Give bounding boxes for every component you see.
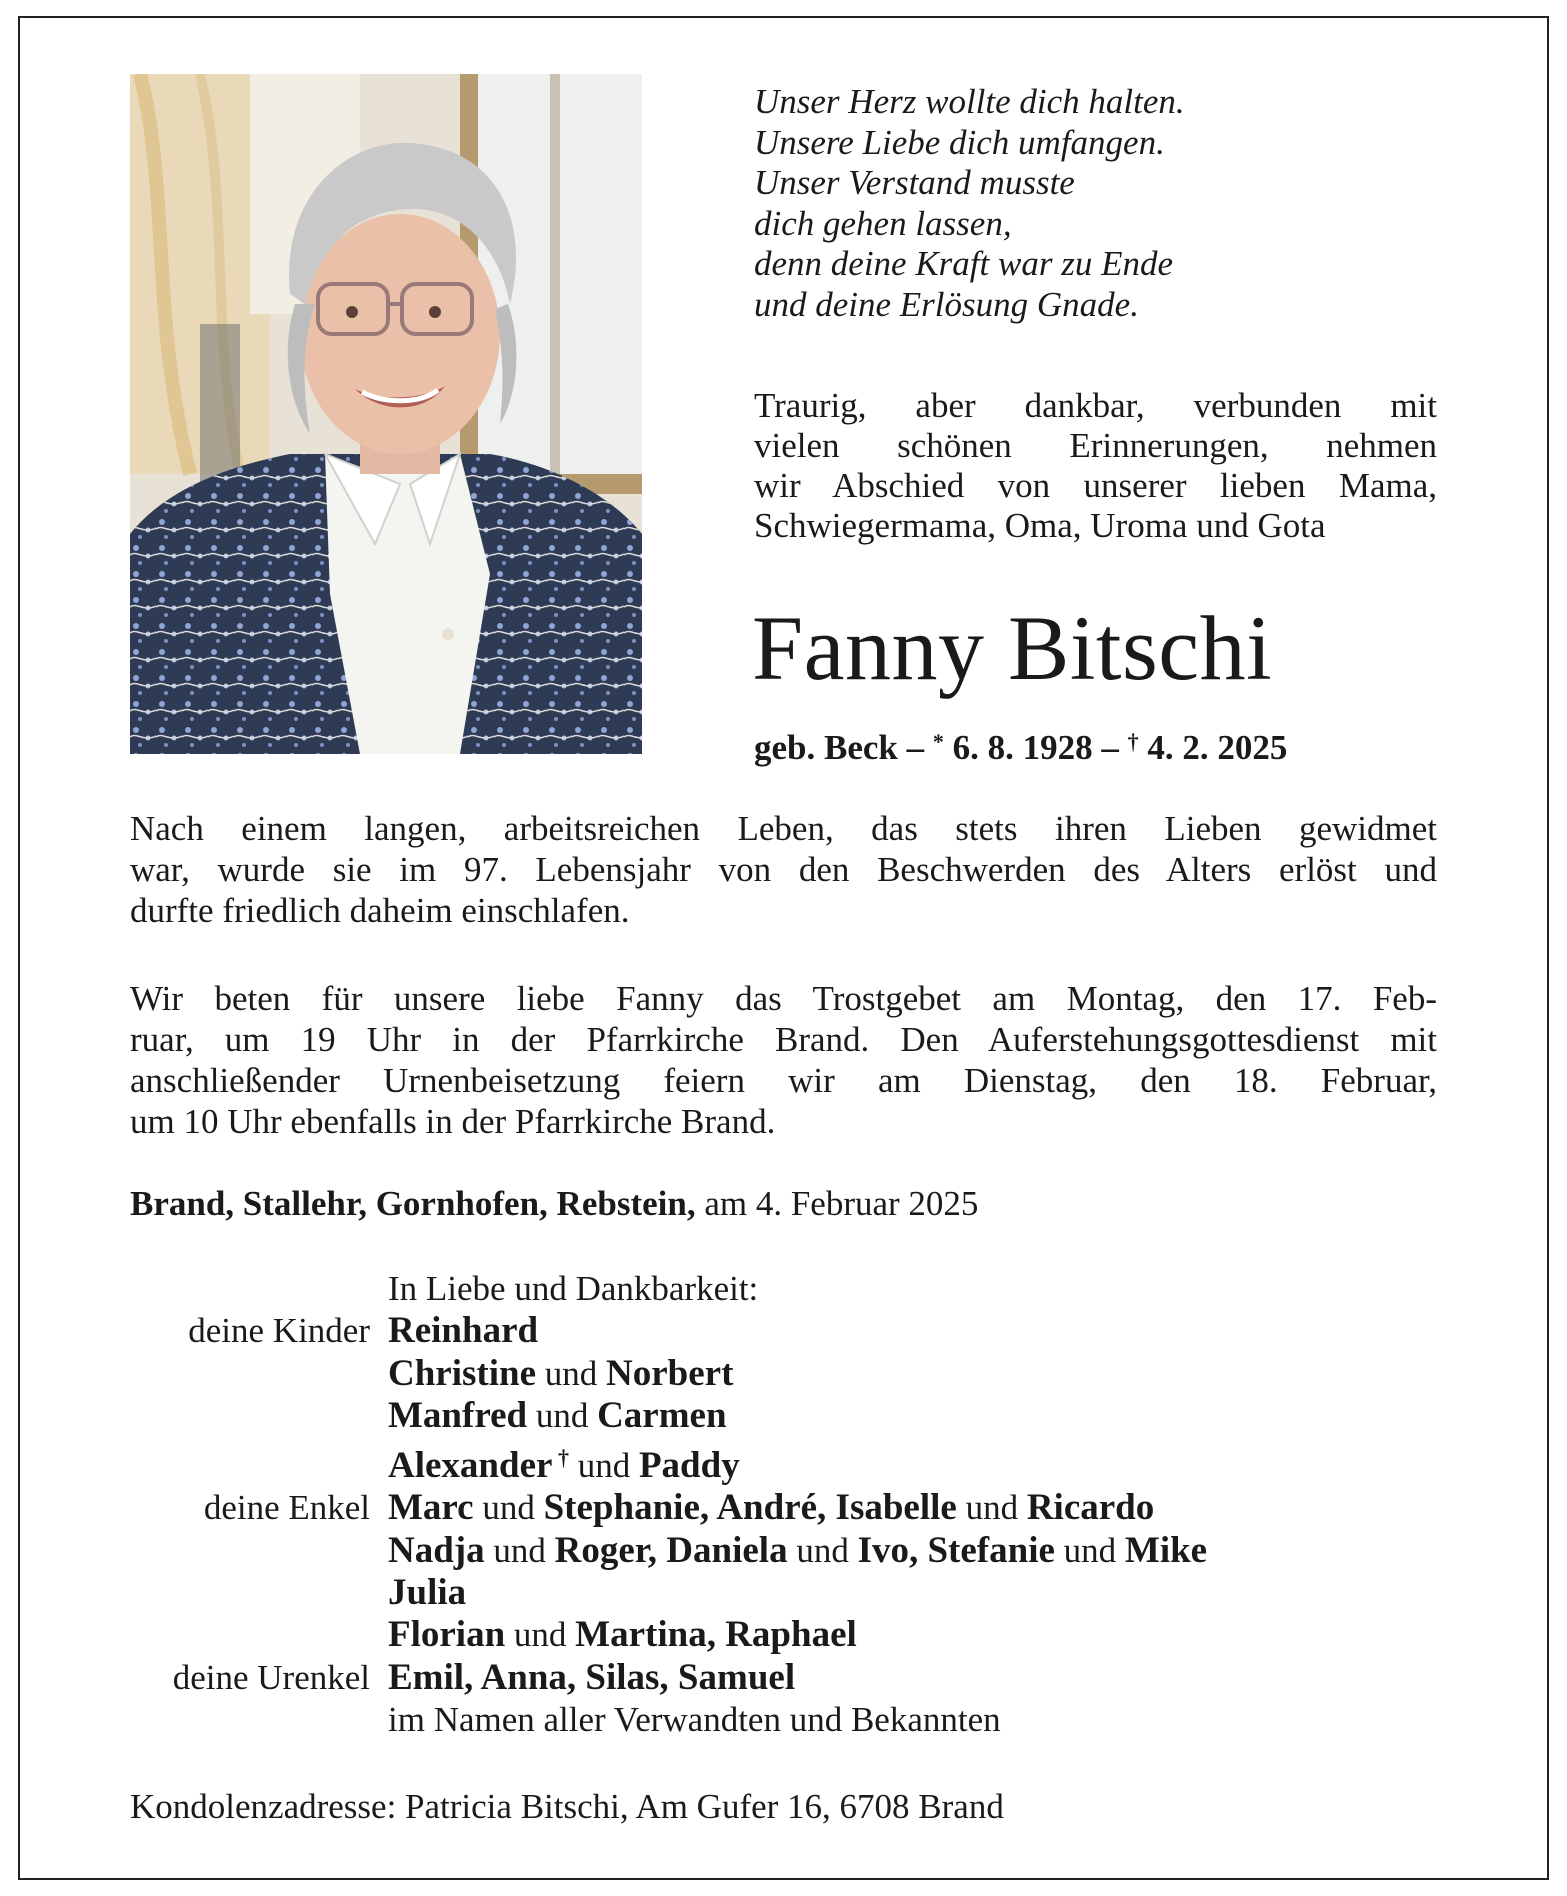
connector: und: [956, 1488, 1027, 1528]
paragraph-line: anschließender Urnenbeisetzung feiern wir am Dienstag, den 18. Februar,: [130, 1061, 1437, 1100]
life-paragraph: [130, 808, 1437, 931]
notice-date: am 4. Februar 2025: [695, 1184, 979, 1223]
paragraph-line: ruar, um 19 Uhr in der Pfarrkirche Brand. Den Auferstehungsgottesdienst mit: [130, 1020, 1437, 1059]
greatgrandchild-names: Emil, Anna, Silas, Samuel: [388, 1656, 796, 1698]
children-line: [388, 1353, 1437, 1395]
greatgrandchildren-label: deine Urenkel: [172, 1657, 370, 1697]
portrait-photo: [130, 74, 642, 754]
paragraph-line: um 10 Uhr ebenfalls in der Pfarrkirche Brand.: [130, 1102, 776, 1141]
grandchild-name: Martina, Raphael: [575, 1614, 857, 1656]
intro-line: wir Abschied von unserer lieben Mama,: [754, 466, 1437, 505]
born-symbol: *: [932, 729, 944, 754]
connector: und: [484, 1530, 555, 1570]
connector: und: [473, 1488, 544, 1528]
paragraph-line: war, wurde sie im 97. Lebensjahr von den Beschwerden des Alters erlöst und: [130, 850, 1437, 889]
farewell-intro: [754, 386, 1437, 546]
poem-line: und deine Erlösung Gnade.: [754, 284, 1139, 324]
paragraph-line: Wir beten für unsere liebe Fanny das Trostgebet am Montag, den 17. Feb-: [130, 979, 1437, 1018]
cross-icon: †: [552, 1445, 569, 1471]
connector: und: [505, 1615, 576, 1655]
children-line: [388, 1395, 1437, 1437]
connector: und: [1054, 1530, 1125, 1570]
died-symbol: †: [1127, 729, 1139, 754]
poem-line: Unsere Liebe dich umfangen.: [754, 122, 1165, 162]
connector: und: [568, 1446, 639, 1486]
paragraph-line: durfte friedlich daheim einschlafen.: [130, 891, 630, 930]
closing-line: im Namen aller Verwandten und Bekannten: [388, 1699, 1001, 1739]
funeral-paragraph: [130, 978, 1437, 1142]
grandchild-name: Roger, Daniela: [554, 1529, 788, 1571]
poem-line: denn deine Kraft war zu Ende: [754, 244, 1173, 283]
poem-line: dich gehen lassen,: [754, 203, 1012, 243]
children-label: deine Kinder: [188, 1311, 370, 1351]
dash: –: [1101, 728, 1119, 767]
places: Brand, Stallehr, Gornhofen, Rebstein,: [130, 1184, 696, 1223]
deceased-name: Fanny Bitschi: [752, 597, 1273, 699]
grandchild-name: Julia: [388, 1572, 467, 1614]
grandchild-name: Marc: [388, 1487, 474, 1529]
grandchild-name: Mike: [1124, 1529, 1208, 1571]
poem-line: Unser Verstand musste: [754, 163, 1075, 202]
greatgrandchildren-line: [388, 1657, 1437, 1699]
family-heading: In Liebe und Dankbarkeit:: [388, 1269, 759, 1308]
grandchildren-line: [388, 1487, 1437, 1529]
intro-line: Traurig, aber dankbar, verbunden mit: [754, 386, 1437, 425]
condolence-address: Kondolenzadresse: Patricia Bitschi, Am Gufer 16, 6708 Brand: [130, 1787, 1004, 1826]
child-name: Alexander: [388, 1445, 553, 1487]
intro-line: vielen schönen Erinnerungen, nehmen: [754, 426, 1437, 465]
grandchildren-line: [388, 1530, 1437, 1572]
grandchild-name: Stephanie, André, Isabelle: [543, 1487, 957, 1529]
child-name: Carmen: [597, 1394, 727, 1436]
children-line: [388, 1437, 1437, 1487]
birth-date: 6. 8. 1928: [952, 728, 1093, 767]
child-name: Manfred: [388, 1394, 528, 1436]
death-date: 4. 2. 2025: [1147, 728, 1288, 767]
portrait-image: [130, 74, 642, 754]
place-and-date: [130, 1183, 1437, 1224]
intro-line: Schwiegermama, Oma, Uroma und Gota: [754, 506, 1326, 545]
child-name: Reinhard: [388, 1310, 539, 1352]
grandchildren-line: [388, 1572, 1437, 1614]
grandchildren-label: deine Enkel: [203, 1488, 370, 1528]
child-name: Christine: [388, 1352, 536, 1394]
grandchild-name: Ricardo: [1026, 1487, 1155, 1529]
child-name: Paddy: [638, 1445, 740, 1487]
grandchild-name: Nadja: [388, 1529, 485, 1571]
maiden-name: geb. Beck: [754, 728, 898, 767]
memorial-poem: [754, 82, 1454, 325]
grandchildren-line: [388, 1614, 1437, 1656]
grandchild-name: Ivo, Stefanie: [857, 1529, 1055, 1571]
connector: und: [787, 1530, 858, 1570]
children-line: [388, 1310, 1437, 1352]
family-list: [130, 1268, 1437, 1741]
child-name: Norbert: [606, 1352, 734, 1394]
dash: –: [906, 728, 925, 767]
life-dates: [754, 722, 1454, 768]
grandchild-name: Florian: [388, 1614, 506, 1656]
connector: und: [527, 1395, 598, 1435]
paragraph-line: Nach einem langen, arbeitsreichen Leben, das stets ihren Lieben gewidmet: [130, 809, 1437, 848]
connector: und: [536, 1353, 606, 1393]
poem-line: Unser Herz wollte dich halten.: [754, 82, 1185, 121]
